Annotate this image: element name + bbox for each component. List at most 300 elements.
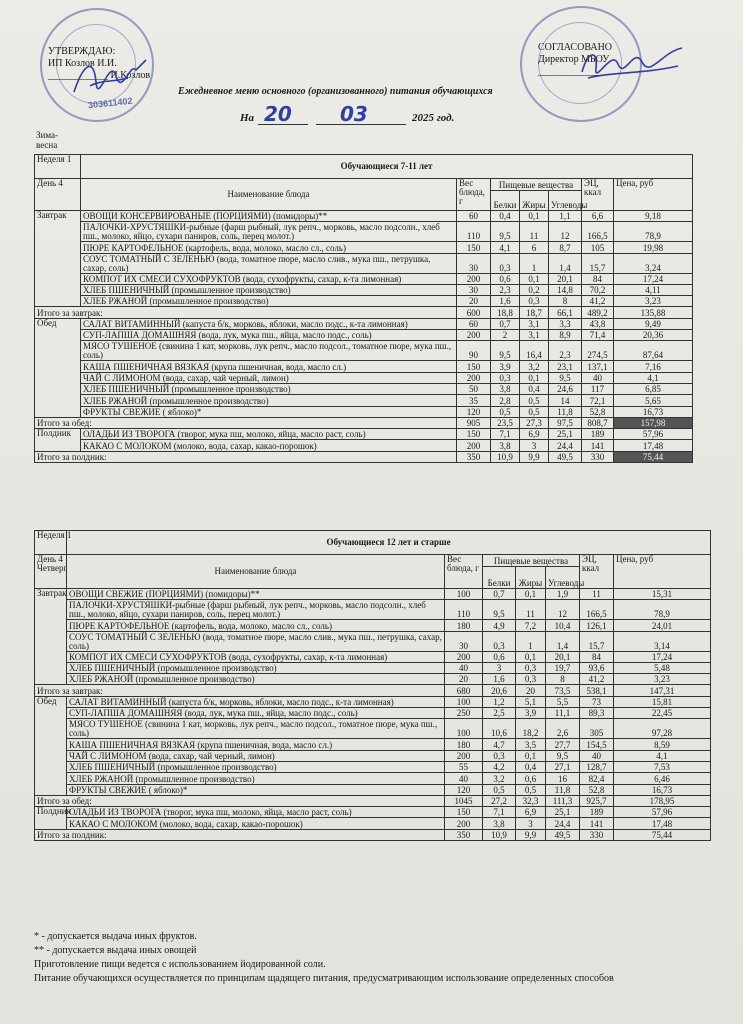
carbs-value: 1,4 [549, 253, 582, 273]
fat-value: 3 [516, 818, 546, 829]
price-value: 7,53 [614, 761, 711, 772]
protein-value: 10,9 [483, 829, 516, 840]
carbs-value: 16 [546, 773, 580, 784]
dish-row [35, 662, 711, 673]
fat-value: 0,5 [516, 784, 546, 795]
fat-value: 0,3 [520, 296, 549, 307]
footnote: Приготовление пищи ведется с использованием йодированной соли. [34, 959, 326, 970]
carbs-value: 12 [549, 222, 582, 242]
weight-value: 30 [445, 631, 483, 651]
fat-value: 3 [520, 440, 549, 451]
dish-name: КОМПОТ ИХ СМЕСИ СУХОФРУКТОВ (вода, сухофрукты, сахар, к-та лимонная) [67, 651, 445, 662]
price-value: 57,96 [614, 429, 693, 440]
price-value: 17,48 [614, 440, 693, 451]
col-protein-header: Белки [483, 567, 516, 589]
fat-value: 6,9 [516, 807, 546, 818]
dish-name: САЛАТ ВИТАМИННЫЙ (капуста б/к, морковь, яблоки, масло подс., к-та лимонная) [81, 318, 457, 329]
carbs-value: 8 [549, 296, 582, 307]
protein-value: 0,3 [483, 750, 516, 761]
date-month: 03 [340, 102, 368, 126]
carbs-value: 27,1 [546, 761, 580, 772]
protein-value: 2,5 [483, 708, 516, 719]
weight-value: 40 [445, 662, 483, 673]
protein-value: 0,4 [491, 211, 520, 222]
energy-value: 808,7 [582, 417, 614, 428]
dish-row [35, 750, 711, 761]
price-value: 6,46 [614, 773, 711, 784]
weight-value: 60 [457, 211, 491, 222]
dish-name: ЧАЙ С ЛИМОНОМ (вода, сахар, чай черный, лимон) [67, 750, 445, 761]
fat-value: 0,5 [520, 395, 549, 406]
energy-value: 52,8 [582, 406, 614, 417]
carbs-value: 8,9 [549, 330, 582, 341]
protein-value: 2,3 [491, 284, 520, 295]
price-value: 17,24 [614, 273, 693, 284]
weight-value: 200 [457, 440, 491, 451]
fat-value: 20 [516, 685, 546, 696]
protein-value: 1,6 [483, 674, 516, 685]
group-title: Обучающиеся 7-11 лет [81, 155, 693, 179]
energy-value: 141 [582, 440, 614, 451]
weight-value: 110 [457, 222, 491, 242]
approval-line: ИП Козлов И.И. [48, 58, 117, 69]
energy-value: 305 [580, 719, 614, 739]
weight-value: 30 [457, 253, 491, 273]
protein-value: 10,9 [491, 451, 520, 462]
col-fat-header: Жиры [516, 567, 546, 589]
protein-value: 0,5 [491, 406, 520, 417]
dish-row [35, 440, 693, 451]
fat-value: 0,3 [516, 674, 546, 685]
weight-value: 250 [445, 708, 483, 719]
meal-section-label: Обед [35, 696, 67, 795]
price-value: 57,96 [614, 807, 711, 818]
dish-row [35, 284, 693, 295]
price-value: 147,31 [614, 685, 711, 696]
fat-value: 0,4 [516, 761, 546, 772]
price-value: 87,64 [614, 341, 693, 361]
weight-value: 35 [457, 395, 491, 406]
date-prefix: На [240, 112, 255, 124]
energy-value: 166,5 [580, 600, 614, 620]
col-price-header: Цена, руб [614, 179, 693, 211]
fat-value: 16,4 [520, 341, 549, 361]
price-value: 3,23 [614, 674, 711, 685]
dish-row [35, 211, 693, 222]
dish-row [35, 784, 711, 795]
protein-value: 7,1 [483, 807, 516, 818]
price-value: 9,18 [614, 211, 693, 222]
carbs-value: 9,5 [546, 750, 580, 761]
energy-value: 15,7 [580, 631, 614, 651]
carbs-value: 11,8 [549, 406, 582, 417]
fat-value: 0,1 [520, 273, 549, 284]
fat-value: 18,2 [516, 719, 546, 739]
dish-row [35, 318, 693, 329]
carbs-value: 111,3 [546, 795, 580, 806]
price-value: 22,45 [614, 708, 711, 719]
protein-value: 0,3 [491, 372, 520, 383]
fat-value: 3,1 [520, 318, 549, 329]
energy-value: 137,1 [582, 361, 614, 372]
dish-name: ОЛАДЬИ ИЗ ТВОРОГА (творог, мука пш, молоко, яйца, масло раст, соль) [67, 807, 445, 818]
agreement-line: Директор МБОУ [538, 54, 610, 65]
dish-row [35, 361, 693, 372]
price-value: 75,44 [614, 829, 711, 840]
protein-value: 0,3 [483, 631, 516, 651]
fat-value: 3,2 [520, 361, 549, 372]
week-cell: Неделя 1 [35, 155, 81, 179]
total-row [35, 417, 693, 428]
fat-value: 0,1 [516, 651, 546, 662]
col-nutrients-header: Пищевые вещества [483, 555, 580, 567]
total-label: Итого за полдник: [35, 451, 457, 462]
energy-value: 128,7 [580, 761, 614, 772]
weight-value: 1045 [445, 795, 483, 806]
price-value: 4,1 [614, 372, 693, 383]
carbs-value: 24,4 [546, 818, 580, 829]
seal-code: 303611402 [87, 95, 133, 111]
weight-value: 180 [445, 620, 483, 631]
price-value: 5,65 [614, 395, 693, 406]
price-value: 8,59 [614, 739, 711, 750]
col-weight-header: Вес блюда, г [445, 555, 483, 589]
signature-left [70, 52, 150, 98]
price-value: 75,44 [614, 451, 693, 462]
weight-value: 905 [457, 417, 491, 428]
price-value: 24,01 [614, 620, 711, 631]
approval-line: ____________ И.Козлов [48, 70, 151, 81]
fat-value: 9,9 [520, 451, 549, 462]
protein-value: 27,2 [483, 795, 516, 806]
carbs-value: 49,5 [549, 451, 582, 462]
protein-value: 7,1 [491, 429, 520, 440]
carbs-value: 73,5 [546, 685, 580, 696]
fat-value: 5,1 [516, 696, 546, 707]
carbs-value: 1,4 [546, 631, 580, 651]
energy-value: 189 [580, 807, 614, 818]
price-value: 19,98 [614, 242, 693, 253]
energy-value: 105 [582, 242, 614, 253]
dish-name: КАША ПШЕНИЧНАЯ ВЯЗКАЯ (крупа пшеничная, вода, масло сл.) [81, 361, 457, 372]
dish-name: ПАЛОЧКИ-ХРУСТЯШКИ-рыбные (фарш рыбный, лук репч., морковь, масло подсолн., хлеб пш., молоко, яйцо, сухари паниров, соль, перец молот.) [67, 600, 445, 620]
price-value: 78,9 [614, 600, 711, 620]
fat-value: 27,3 [520, 417, 549, 428]
price-value: 78,9 [614, 222, 693, 242]
dish-name: КОМПОТ ИХ СМЕСИ СУХОФРУКТОВ (вода, сухофрукты, сахар, к-та лимонная) [81, 273, 457, 284]
dish-name: ОЛАДЬИ ИЗ ТВОРОГА (творог, мука пш, молоко, яйца, масло раст, соль) [81, 429, 457, 440]
total-label: Итого за полдник: [35, 829, 445, 840]
dish-row [35, 330, 693, 341]
energy-value: 117 [582, 383, 614, 394]
dish-name: ЧАЙ С ЛИМОНОМ (вода, сахар, чай черный, лимон) [81, 372, 457, 383]
weight-value: 150 [457, 361, 491, 372]
dish-name: СОУС ТОМАТНЫЙ С ЗЕЛЕНЬЮ (вода, томатное пюре, масло слив., мука пш., петрушка, сахар, соль) [81, 253, 457, 273]
weight-value: 40 [445, 773, 483, 784]
dish-row [35, 620, 711, 631]
energy-value: 70,2 [582, 284, 614, 295]
fat-value: 1 [516, 631, 546, 651]
dish-row [35, 273, 693, 284]
footnotes [34, 930, 614, 986]
carbs-value: 97,5 [549, 417, 582, 428]
protein-value: 9,5 [491, 222, 520, 242]
dish-row [35, 253, 693, 273]
meal-section-label: Завтрак [35, 211, 81, 307]
carbs-value: 24,6 [549, 383, 582, 394]
protein-value: 2,8 [491, 395, 520, 406]
weight-value: 110 [445, 600, 483, 620]
fat-value: 3,9 [516, 708, 546, 719]
fat-value: 11 [520, 222, 549, 242]
fat-value: 1 [520, 253, 549, 273]
protein-value: 4,2 [483, 761, 516, 772]
dish-row [35, 674, 711, 685]
carbs-value: 23,1 [549, 361, 582, 372]
dish-row [35, 296, 693, 307]
dish-name: СУП-ЛАПША ДОМАШНЯЯ (вода, лук, мука пш., яйца, масло подс., соль) [67, 708, 445, 719]
col-price-header: Цена, руб [614, 555, 711, 589]
weight-value: 200 [457, 330, 491, 341]
energy-value: 166,5 [582, 222, 614, 242]
energy-value: 82,4 [580, 773, 614, 784]
dish-name: КАША ПШЕНИЧНАЯ ВЯЗКАЯ (крупа пшеничная, вода, масло сл.) [67, 739, 445, 750]
protein-value: 4,9 [483, 620, 516, 631]
dish-row [35, 631, 711, 651]
energy-value: 71,4 [582, 330, 614, 341]
fat-value: 9,9 [516, 829, 546, 840]
weight-value: 150 [457, 242, 491, 253]
dish-row [35, 341, 693, 361]
carbs-value: 2,3 [549, 341, 582, 361]
day-label: День 4 [37, 554, 63, 564]
protein-value: 0,6 [491, 273, 520, 284]
meal-section-label: Полдник [35, 429, 81, 452]
carbs-value: 1,1 [549, 211, 582, 222]
energy-value: 41,2 [582, 296, 614, 307]
dish-name: ХЛЕБ РЖАНОЙ (промышленное производство) [67, 773, 445, 784]
weight-value: 120 [457, 406, 491, 417]
energy-value: 925,7 [580, 795, 614, 806]
price-value: 17,24 [614, 651, 711, 662]
menu-table-7-11 [34, 154, 693, 463]
total-row [35, 829, 711, 840]
price-value: 135,88 [614, 307, 693, 318]
fat-value: 0,1 [516, 750, 546, 761]
carbs-value: 8 [546, 674, 580, 685]
weekday-label: Четверг [37, 563, 68, 573]
agreement-line: ____________ [538, 66, 598, 77]
fat-value: 6,9 [520, 429, 549, 440]
total-row [35, 451, 693, 462]
energy-value: 126,1 [580, 620, 614, 631]
dish-row [35, 773, 711, 784]
weight-value: 200 [445, 651, 483, 662]
dish-row [35, 818, 711, 829]
dish-name: ПЮРЕ КАРТОФЕЛЬНОЕ (картофель, вода, молоко, масло сл., соль) [81, 242, 457, 253]
dish-row [35, 395, 693, 406]
date-year: 2025 год. [412, 112, 455, 124]
weight-value: 120 [445, 784, 483, 795]
dish-row [35, 600, 711, 620]
footnote: * - допускается выдача иных фруктов. [34, 931, 197, 942]
weight-value: 90 [457, 341, 491, 361]
price-value: 3,14 [614, 631, 711, 651]
carbs-value: 9,5 [549, 372, 582, 383]
weight-value: 600 [457, 307, 491, 318]
fat-value: 0,3 [516, 662, 546, 673]
energy-value: 40 [582, 372, 614, 383]
col-weight-header: Вес блюда, г [457, 179, 491, 211]
price-value: 16,73 [614, 784, 711, 795]
weight-value: 200 [445, 818, 483, 829]
price-value: 15,81 [614, 696, 711, 707]
fat-value: 0,2 [520, 284, 549, 295]
fat-value: 11 [516, 600, 546, 620]
dish-row [35, 708, 711, 719]
dish-row [35, 719, 711, 739]
col-name-header: Наименование блюда [67, 555, 445, 589]
protein-value: 0,5 [483, 784, 516, 795]
price-value: 15,31 [614, 589, 711, 600]
protein-value: 3 [483, 662, 516, 673]
menu-table-12-plus [34, 530, 711, 841]
col-energy-header: ЭЦ, ккал [582, 179, 614, 211]
weight-value: 200 [445, 750, 483, 761]
energy-value: 15,7 [582, 253, 614, 273]
carbs-value: 14 [549, 395, 582, 406]
dish-name: САЛАТ ВИТАМИННЫЙ (капуста б/к, морковь, яблоки, масло подс., к-та лимонная) [67, 696, 445, 707]
fat-value: 3,1 [520, 330, 549, 341]
price-value: 3,24 [614, 253, 693, 273]
energy-value: 84 [582, 273, 614, 284]
day-cell [35, 555, 67, 589]
protein-value: 0,7 [483, 589, 516, 600]
dish-name: ХЛЕБ ПШЕНИЧНЫЙ (промышленное производство) [81, 284, 457, 295]
price-value: 17,48 [614, 818, 711, 829]
weight-value: 350 [445, 829, 483, 840]
meal-section-label: Завтрак [35, 589, 67, 685]
dish-row [35, 651, 711, 662]
approval-line: УТВЕРЖДАЮ: [48, 46, 116, 57]
fat-value: 18,7 [520, 307, 549, 318]
price-value: 6,85 [614, 383, 693, 394]
dish-row [35, 807, 711, 818]
season-line: весна [36, 140, 58, 150]
protein-value: 0,6 [483, 651, 516, 662]
dish-name: ФРУКТЫ СВЕЖИЕ ( яблоко)* [67, 784, 445, 795]
protein-value: 3,9 [491, 361, 520, 372]
energy-value: 274,5 [582, 341, 614, 361]
energy-value: 154,5 [580, 739, 614, 750]
total-row [35, 685, 711, 696]
protein-value: 0,7 [491, 318, 520, 329]
energy-value: 73 [580, 696, 614, 707]
dish-row [35, 383, 693, 394]
carbs-value: 14,8 [549, 284, 582, 295]
signature-right [578, 42, 688, 82]
dish-name: ПЮРЕ КАРТОФЕЛЬНОЕ (картофель, вода, молоко, масло сл., соль) [67, 620, 445, 631]
weight-value: 50 [457, 383, 491, 394]
energy-value: 11 [580, 589, 614, 600]
energy-value: 538,1 [580, 685, 614, 696]
group-title: Обучающиеся 12 лет и старше [67, 531, 711, 555]
carbs-value: 49,5 [546, 829, 580, 840]
fat-value: 0,1 [520, 211, 549, 222]
col-carbs-header: Углеводы [549, 191, 582, 211]
fat-value: 0,5 [520, 406, 549, 417]
dish-name: МЯСО ТУШЕНОЕ (свинина 1 кат, морковь, лук репч., масло подсол., томатное пюре, мука пш., соль) [81, 341, 457, 361]
fat-value: 3,5 [516, 739, 546, 750]
energy-value: 93,6 [580, 662, 614, 673]
protein-value: 1,2 [483, 696, 516, 707]
dish-name: ОВОЩИ КОНСЕРВИРОВАНЫЕ (ПОРЦИЯМИ) (помидоры)** [81, 211, 457, 222]
weight-value: 30 [457, 284, 491, 295]
price-value: 97,28 [614, 719, 711, 739]
day-cell: День 4 [35, 179, 81, 211]
weight-value: 180 [445, 739, 483, 750]
protein-value: 4,7 [483, 739, 516, 750]
weight-value: 55 [445, 761, 483, 772]
carbs-value: 1,9 [546, 589, 580, 600]
dish-row [35, 406, 693, 417]
energy-value: 141 [580, 818, 614, 829]
weight-value: 20 [445, 674, 483, 685]
col-energy-header: ЭЦ, ккал [580, 555, 614, 589]
energy-value: 489,2 [582, 307, 614, 318]
price-value: 9,49 [614, 318, 693, 329]
meal-section-label: Полдник [35, 807, 67, 830]
price-value: 7,16 [614, 361, 693, 372]
dish-row [35, 761, 711, 772]
week-cell: Неделя 1 [35, 531, 67, 555]
carbs-value: 24,4 [549, 440, 582, 451]
weight-value: 60 [457, 318, 491, 329]
price-value: 16,73 [614, 406, 693, 417]
fat-value: 0,6 [516, 773, 546, 784]
date-day: 20 [264, 102, 292, 126]
meal-section-label: Обед [35, 318, 81, 417]
protein-value: 0,3 [491, 253, 520, 273]
weight-value: 200 [457, 273, 491, 284]
dish-name: КАКАО С МОЛОКОМ (молоко, вода, сахар, какао-порошок) [67, 818, 445, 829]
protein-value: 3,8 [491, 383, 520, 394]
total-label: Итого за обед: [35, 417, 457, 428]
price-value: 4,11 [614, 284, 693, 295]
menu-date [240, 102, 455, 126]
dish-name: ПАЛОЧКИ-ХРУСТЯШКИ-рыбные (фарш рыбный, лук репч., морковь, масло подсолн., хлеб пш., молоко, яйцо, сухари паниров, соль, перец молот.) [81, 222, 457, 242]
fat-value: 0,4 [520, 383, 549, 394]
weight-value: 150 [445, 807, 483, 818]
carbs-value: 10,4 [546, 620, 580, 631]
col-nutrients-header: Пищевые вещества [491, 179, 582, 191]
total-row [35, 307, 693, 318]
weight-value: 100 [445, 696, 483, 707]
carbs-value: 20,1 [546, 651, 580, 662]
energy-value: 40 [580, 750, 614, 761]
dish-name: ФРУКТЫ СВЕЖИЕ ( яблоко)* [81, 406, 457, 417]
total-label: Итого за завтрак: [35, 685, 445, 696]
protein-value: 3,8 [483, 818, 516, 829]
protein-value: 18,8 [491, 307, 520, 318]
footnote: Питание обучающихся осуществляется по принципам щадящего питания, предусматривающим использование определенных способов [34, 973, 614, 984]
carbs-value: 25,1 [549, 429, 582, 440]
carbs-value: 11,8 [546, 784, 580, 795]
carbs-value: 8,7 [549, 242, 582, 253]
weight-value: 100 [445, 589, 483, 600]
weight-value: 200 [457, 372, 491, 383]
col-fat-header: Жиры [520, 191, 549, 211]
